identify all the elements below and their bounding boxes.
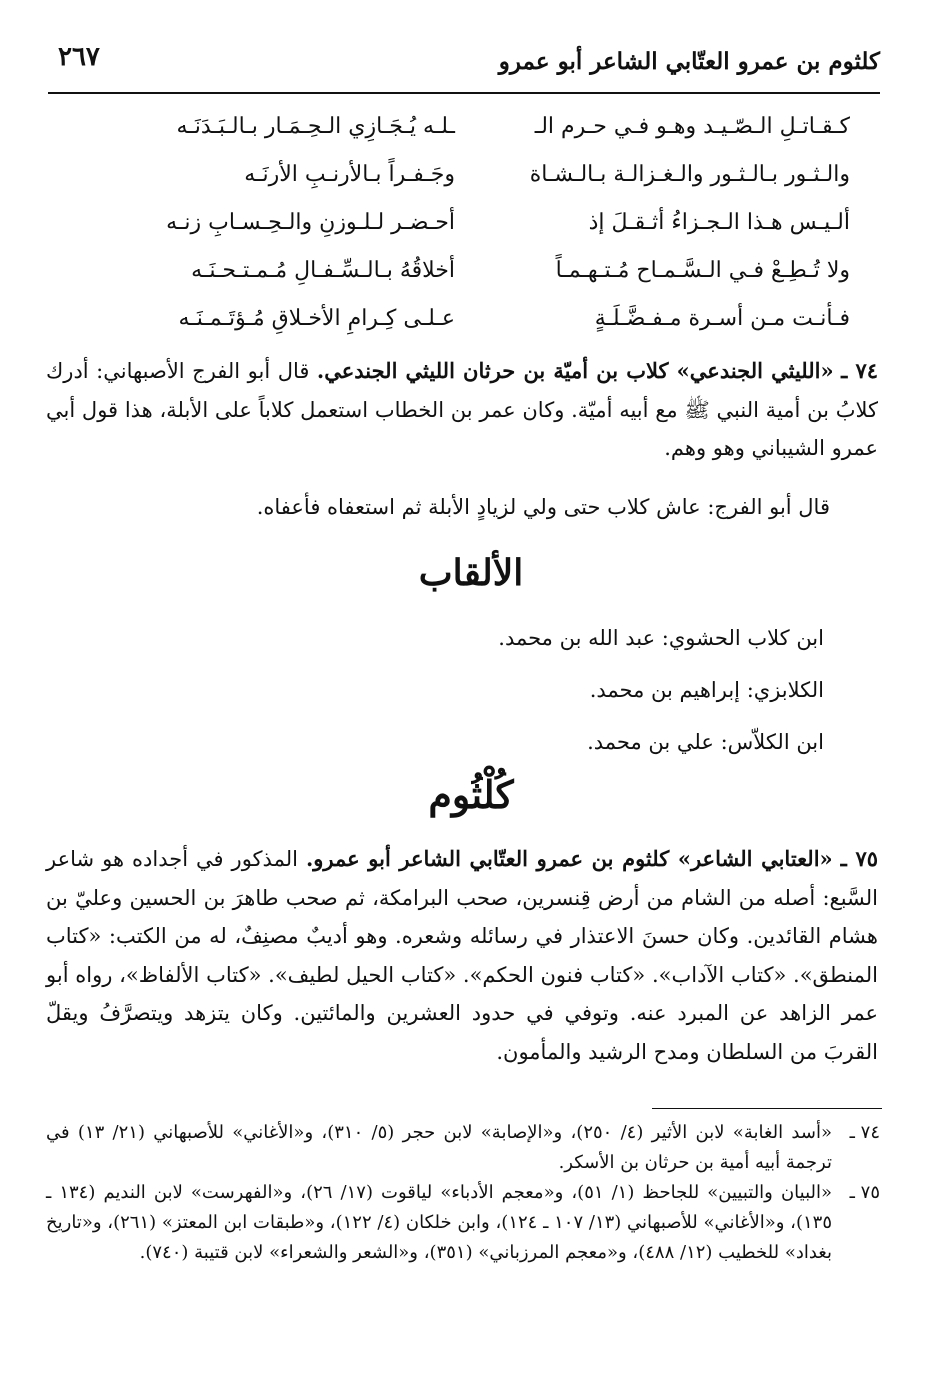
- entry-number: ٧٤ ـ: [841, 358, 878, 383]
- running-header: [48, 34, 880, 94]
- verse-first-hemistich: ألـيـس هـذا الـجـزاءُ أثـقـلَ إذ: [588, 210, 850, 235]
- verse-line: [90, 206, 850, 254]
- entry-title: «الليثي الجندعي» كلاب بن أميّة بن حرثان الليثي الجندعي.: [316, 358, 834, 383]
- verse-second-hemistich: أخلاقُهُ بـالـسِّـفـالِ مُـمـتـحـنَـه: [191, 258, 455, 283]
- entry-74-paragraph-2: قال أبو الفرج: عاش كلاب حتى ولي لزيادٍ الأبلة ثم استعفاه فأعفاه.: [256, 495, 830, 519]
- footnote-rule: [652, 1108, 882, 1109]
- entry-title: «العتابي الشاعر» كلثوم بن عمرو العتّابي الشاعر أبو عمرو.: [305, 846, 833, 871]
- footnote: [46, 1178, 880, 1268]
- verse-second-hemistich: ـلـه يُـجَـازِي الـحِـمَـار بـالـبَـدَنَـه: [176, 114, 455, 139]
- entry-body: المذكور في أجداده هو شاعر السَّبع: أصله من الشام من أرض قِنسرين، صحب البرامكة، ثم صحب طاهرَ بن الحسين وعليّ بن هشام القائدين. وكان حسنَ الاعتذار في رسائله وشعره. وهو أديبٌ مصنِفٌ، له من الكتب: «كتاب المنطق». «كتاب الآداب». «كتاب فنون الحكم». «كتاب الحيل لطيف». «كتاب الألفاظ»، رواه أبو عمر الزاهد عن المبرد عنه. وتوفي في حدود العشرين والمائتين. وكان يتزهد ويتصرَّفُ ويقلّ القربَ من السلطان ومدح الرشيد والمأمون.: [46, 847, 878, 1064]
- alqab-list: [124, 612, 824, 768]
- verse-line: [90, 110, 850, 158]
- verse-first-hemistich: كـقـاتـلِ الـصّـيـد وهـو فـي حـرم الـ: [534, 114, 850, 139]
- list-item: الكلابزي: إبراهيم بن محمد.: [589, 678, 824, 702]
- footnote-text: «أسد الغابة» لابن الأثير (٤/ ٢٥٠)، و«الإصابة» لابن حجر (٥/ ٣١٠)، و«الأغاني» للأصبهاني (٢١/ ١٣) في ترجمة أبيه أمية بن حرثان بن الأسكر.: [46, 1122, 832, 1173]
- verse-second-hemistich: أحـضـر لـلـوزنِ والـحِـسـابِ زنـه: [166, 210, 455, 235]
- footnote-marker: ٧٤ ـ: [849, 1122, 880, 1143]
- verse-line: [90, 158, 850, 206]
- entry-75: [46, 840, 878, 1071]
- poem: [90, 110, 850, 350]
- entry-body: قال أبو الفرج الأصبهاني: أدرك كلابُ بن أمية النبي ﷺ مع أبيه أميّة. وكان عمر بن الخطاب استعمل كلاباً على الأبلة، هذا قول أبي عمرو الشيباني وهو وهم.: [46, 359, 878, 460]
- page-number: ٢٦٧: [58, 42, 100, 72]
- verse-first-hemistich: ولا تُـطِـعْ فـي الـسَّـمـاح مُـتـهـمـاً: [555, 258, 850, 283]
- section-heading-alqab: الألقاب: [418, 552, 524, 594]
- list-item: ابن الكلاّس: علي بن محمد.: [587, 730, 824, 754]
- list-item: ابن كلاب الحشوي: عبد الله بن محمد.: [498, 626, 824, 650]
- entry-74: [46, 352, 878, 468]
- verse-first-hemistich: فـأنـت مـن أسـرة مـفـضَّـلَـةٍ: [594, 306, 850, 331]
- header-rule: [48, 92, 880, 94]
- verse-second-hemistich: عـلـى كِـرامِ الأخـلاقِ مُـؤتَـمـنَـه: [178, 306, 455, 331]
- footnote-text: «البيان والتبيين» للجاحظ (١/ ٥١)، و«معجم الأدباء» لياقوت (١٧/ ٢٦)، و«الفهرست» لابن النديم (١٣٤ ـ ١٣٥)، و«الأغاني» للأصبهاني (١٣/ ١٠٧ ـ ١٢٤)، وابن خلكان (٤/ ١٢٢)، و«طبقات ابن المعتز» (٢٦١)، و«تاريخ بغداد» للخطيب (١٢/ ٤٨٨)، و«معجم المرزباني» (٣٥١)، و«الشعر والشعراء» لابن قتيبة (٧٤٠).: [46, 1182, 833, 1263]
- verse-line: [90, 254, 850, 302]
- footnote-marker: ٧٥ ـ: [849, 1182, 880, 1203]
- footnote: [46, 1118, 880, 1178]
- verse-line: [90, 302, 850, 350]
- header-title: كلثوم بن عمرو العتّابي الشاعر أبو عمرو: [498, 48, 880, 75]
- entry-number: ٧٥ ـ: [840, 846, 878, 871]
- section-heading-kulthum: كُلْثُوم: [428, 772, 514, 817]
- verse-first-hemistich: والـثـور بـالـثـور والـغـزالـة بـالـشـاة: [529, 162, 850, 187]
- verse-second-hemistich: وجَـفـراً بـالأرنـبِ الأرنَـه: [244, 162, 455, 187]
- footnotes: [46, 1118, 880, 1268]
